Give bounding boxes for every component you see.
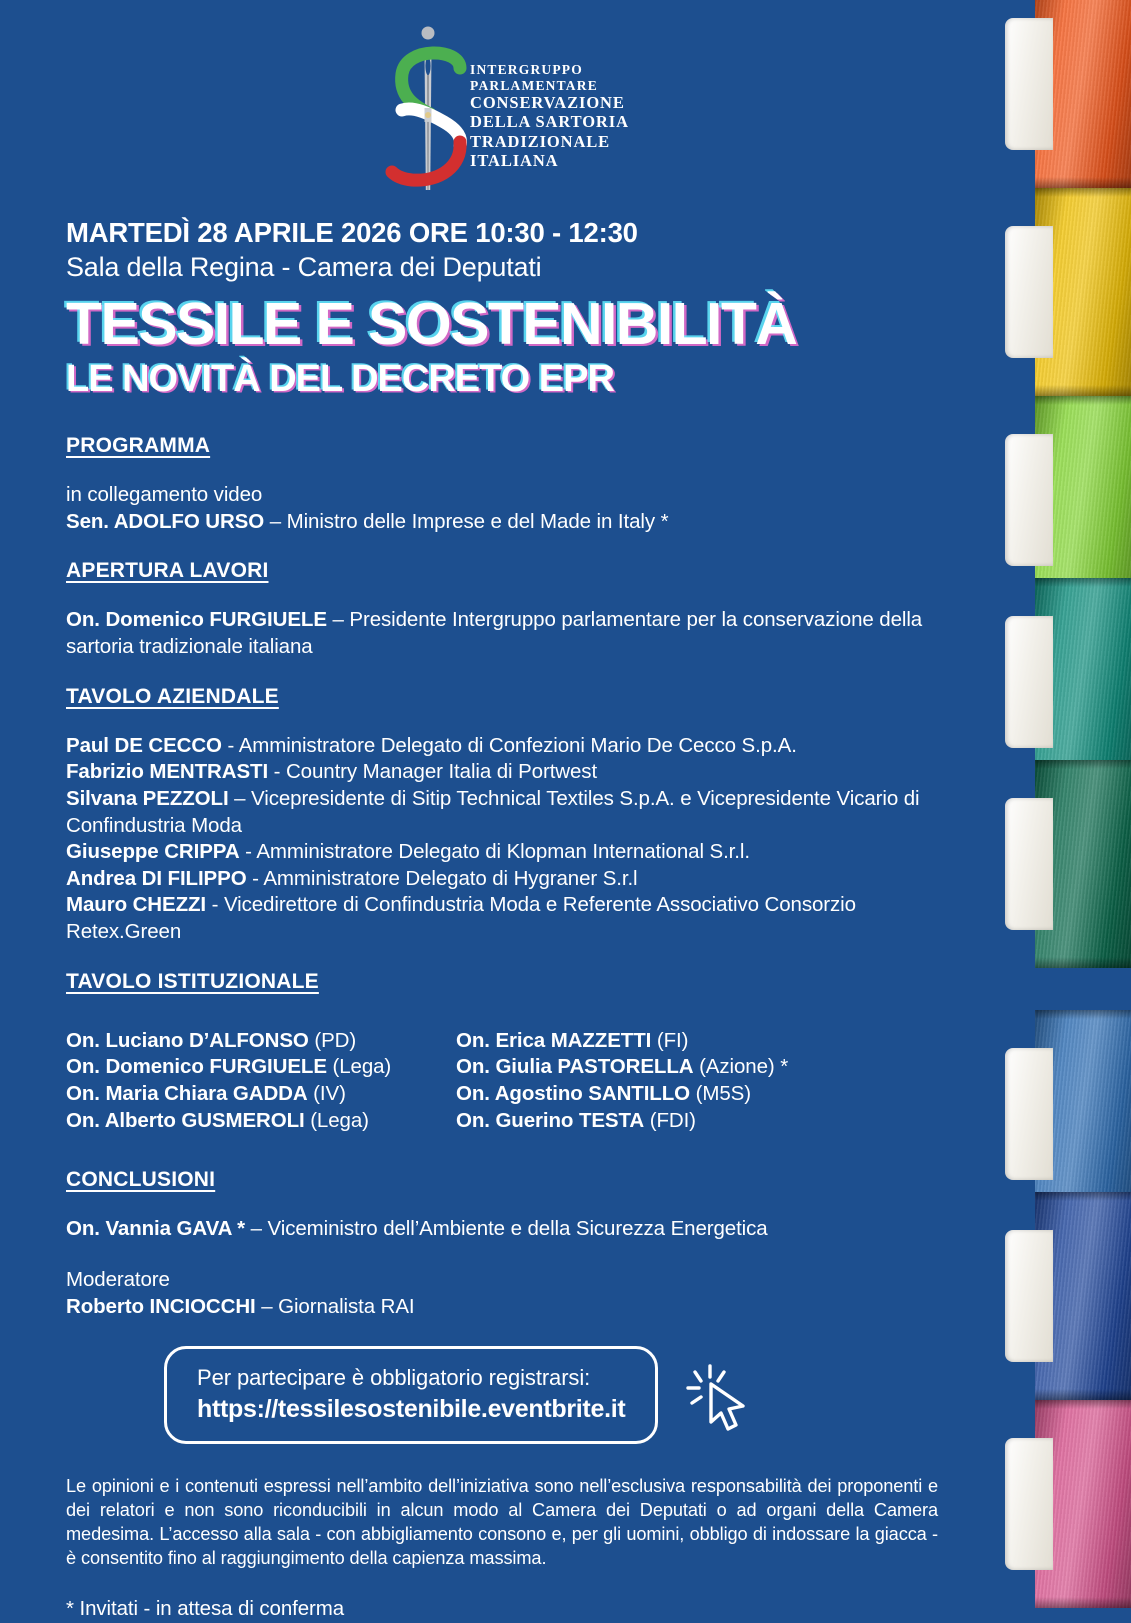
moderator-label: Moderatore — [66, 1267, 170, 1291]
registration-label: Per partecipare è obbligatorio registrarsi: — [197, 1365, 591, 1391]
speaker-name: On. Vannia GAVA * — [66, 1217, 246, 1241]
spool-end-cap — [1005, 1048, 1053, 1180]
registration-box[interactable] — [164, 1346, 658, 1444]
dark-green-thread-spool — [1005, 760, 1131, 968]
conclusioni-speaker — [66, 1216, 946, 1243]
event-date: MARTEDÌ 28 APRILE 2026 ORE 10:30 - 12:30 — [66, 217, 638, 248]
speaker-name: Mauro CHEZZI — [66, 893, 207, 917]
registration-row — [164, 1346, 946, 1444]
institutional-member — [66, 1028, 456, 1055]
logo-line: TRADIZIONALE — [470, 131, 611, 151]
logo-line: PARLAMENTARE — [470, 77, 598, 93]
spool-top-edge — [1035, 188, 1131, 197]
moderator-entry — [66, 1294, 946, 1321]
apertura-speaker — [66, 607, 946, 660]
program-intro-note: in collegamento video — [66, 483, 263, 507]
program-intro-speaker — [66, 509, 946, 536]
institutional-member — [456, 1028, 946, 1055]
speaker-entry — [66, 786, 946, 839]
spool-end-cap — [1005, 616, 1053, 748]
speaker-role: – Vicepresidente di Sitip Technical Textiles S.p.A. e Vicepresidente Vicario di Confindustria Moda — [66, 786, 920, 837]
moderator-name: Roberto INCIOCCHI — [66, 1294, 256, 1318]
speaker-entry — [66, 759, 946, 786]
member-name: On. Alberto GUSMEROLI — [66, 1108, 305, 1132]
institutional-member — [66, 1108, 456, 1135]
section-heading-programma: PROGRAMMA — [66, 434, 211, 458]
pink-thread-spool — [1005, 1400, 1131, 1608]
speaker-entry — [66, 866, 946, 893]
logo-line: INTERGRUPPO — [470, 62, 583, 77]
spool-bottom-edge — [1035, 957, 1131, 968]
institutional-member — [456, 1054, 946, 1081]
institutional-member — [66, 1054, 456, 1081]
speaker-name: Sen. ADOLFO URSO — [66, 509, 265, 533]
teal-thread-spool — [1005, 578, 1131, 786]
royal-blue-thread-spool — [1005, 1192, 1131, 1400]
institutional-member — [66, 1081, 456, 1108]
speaker-role: – Ministro delle Imprese e del Made in Italy * — [264, 509, 669, 533]
member-name: On. Erica MAZZETTI — [456, 1028, 652, 1052]
page-subtitle: LE NOVITÀ DEL DECRETO EPR — [66, 358, 614, 401]
speaker-name: Fabrizio MENTRASTI — [66, 760, 269, 784]
spool-bottom-edge — [1035, 177, 1131, 188]
member-name: On. Maria Chiara GADDA — [66, 1082, 308, 1106]
speaker-role: - Vicedirettore di Confindustria Moda e Referente Associativo Consorzio Retex.Green — [66, 893, 856, 944]
spool-top-edge — [1035, 578, 1131, 587]
tavolo-istituzionale-table — [66, 1028, 946, 1135]
speaker-role: – Viceministro dell’Ambiente e della Sicurezza Energetica — [245, 1217, 768, 1241]
spool-end-cap — [1005, 226, 1053, 358]
speaker-role: - Country Manager Italia di Portwest — [268, 760, 598, 784]
member-name: On. Guerino TESTA — [456, 1108, 645, 1132]
speaker-entry — [66, 733, 946, 760]
section-heading-tavolo-aziendale: TAVOLO AZIENDALE — [66, 684, 279, 708]
speaker-role: - Amministratore Delegato di Klopman International S.r.l. — [239, 840, 750, 864]
click-cursor-icon — [686, 1360, 748, 1435]
page-title: TESSILE E SOSTENIBILITÀ — [66, 291, 797, 358]
member-party: (FDI) — [644, 1108, 696, 1132]
member-name: On. Domenico FURGIUELE — [66, 1055, 327, 1079]
logo-line: DELLA SARTORIA — [470, 112, 629, 132]
spool-top-edge — [1035, 396, 1131, 405]
member-party: (PD) — [308, 1028, 357, 1052]
tavolo-aziendale-list — [66, 733, 946, 946]
member-party: (Lega) — [304, 1108, 369, 1132]
disclaimer-text: Le opinioni e i contenuti espressi nell’ambito dell’iniziativa sono nell’esclusiva responsabilità dei proponenti e dei relatori e non sono riconducibili in alcun modo al Camera dei Deputati o ad organi della Camera medesima. L’accesso alla sala - con abbigliamento consono e, per gli uomini, obbligo di indossare la giacca - è consentito fino al raggiungimento della capienza massima. — [66, 1476, 938, 1569]
thread-spool-column — [960, 0, 1131, 1600]
speaker-name: Giuseppe CRIPPA — [66, 840, 240, 864]
speaker-name: Paul DE CECCO — [66, 733, 222, 757]
event-venue: Sala della Regina - Camera dei Deputati — [66, 251, 542, 282]
spool-top-edge — [1035, 1192, 1131, 1201]
spool-end-cap — [1005, 1230, 1053, 1362]
yellow-thread-spool — [1005, 188, 1131, 396]
light-green-thread-spool — [1005, 396, 1131, 604]
speaker-name: On. Domenico FURGIUELE — [66, 608, 327, 632]
moderator-role: – Giornalista RAI — [255, 1294, 415, 1318]
registration-url[interactable]: https://tessilesostenibile.eventbrite.it — [197, 1394, 626, 1423]
medium-blue-thread-spool — [1005, 1010, 1131, 1218]
spool-bottom-edge — [1035, 385, 1131, 396]
speaker-role: – Presidente Intergruppo parlamentare per la conservazione della sartoria tradizionale italiana — [66, 608, 923, 658]
member-party: (Lega) — [326, 1055, 392, 1079]
member-party: (M5S) — [690, 1082, 751, 1106]
spool-bottom-edge — [1035, 1389, 1131, 1400]
poster-content — [66, 0, 946, 1623]
spool-end-cap — [1005, 434, 1053, 566]
spool-end-cap — [1005, 18, 1053, 150]
institutional-member — [456, 1081, 946, 1108]
speaker-entry — [66, 892, 946, 945]
member-name: On. Giulia PASTORELLA — [456, 1055, 694, 1079]
spool-top-edge — [1035, 1010, 1131, 1019]
spool-bottom-edge — [1035, 1597, 1131, 1608]
footnote-text: * Invitati - in attesa di conferma — [66, 1597, 345, 1621]
speaker-name: Andrea DI FILIPPO — [66, 866, 247, 890]
logo-line: ITALIANA — [470, 150, 559, 170]
section-heading-tavolo-istituzionale: TAVOLO ISTITUZIONALE — [66, 969, 319, 993]
member-party: (IV) — [307, 1082, 346, 1106]
spool-end-cap — [1005, 798, 1053, 930]
orange-thread-spool — [1005, 0, 1131, 188]
institutional-member — [456, 1108, 946, 1135]
spool-top-edge — [1035, 760, 1131, 769]
member-name: On. Luciano D’ALFONSO — [66, 1028, 309, 1052]
member-name: On. Agostino SANTILLO — [456, 1082, 691, 1106]
logo-line: CONSERVAZIONE — [470, 93, 625, 113]
section-heading-conclusioni: CONCLUSIONI — [66, 1168, 216, 1192]
spool-end-cap — [1005, 1438, 1053, 1570]
section-heading-apertura: APERTURA LAVORI — [66, 559, 269, 583]
spool-top-edge — [1035, 1400, 1131, 1409]
speaker-role: - Amministratore Delegato di Confezioni Mario De Cecco S.p.A. — [221, 733, 797, 757]
speaker-role: - Amministratore Delegato di Hygraner S.r.l — [246, 866, 638, 890]
member-party: (Azione) * — [693, 1055, 789, 1079]
speaker-entry — [66, 839, 946, 866]
speaker-name: Silvana PEZZOLI — [66, 786, 229, 810]
member-party: (FI) — [651, 1028, 689, 1052]
